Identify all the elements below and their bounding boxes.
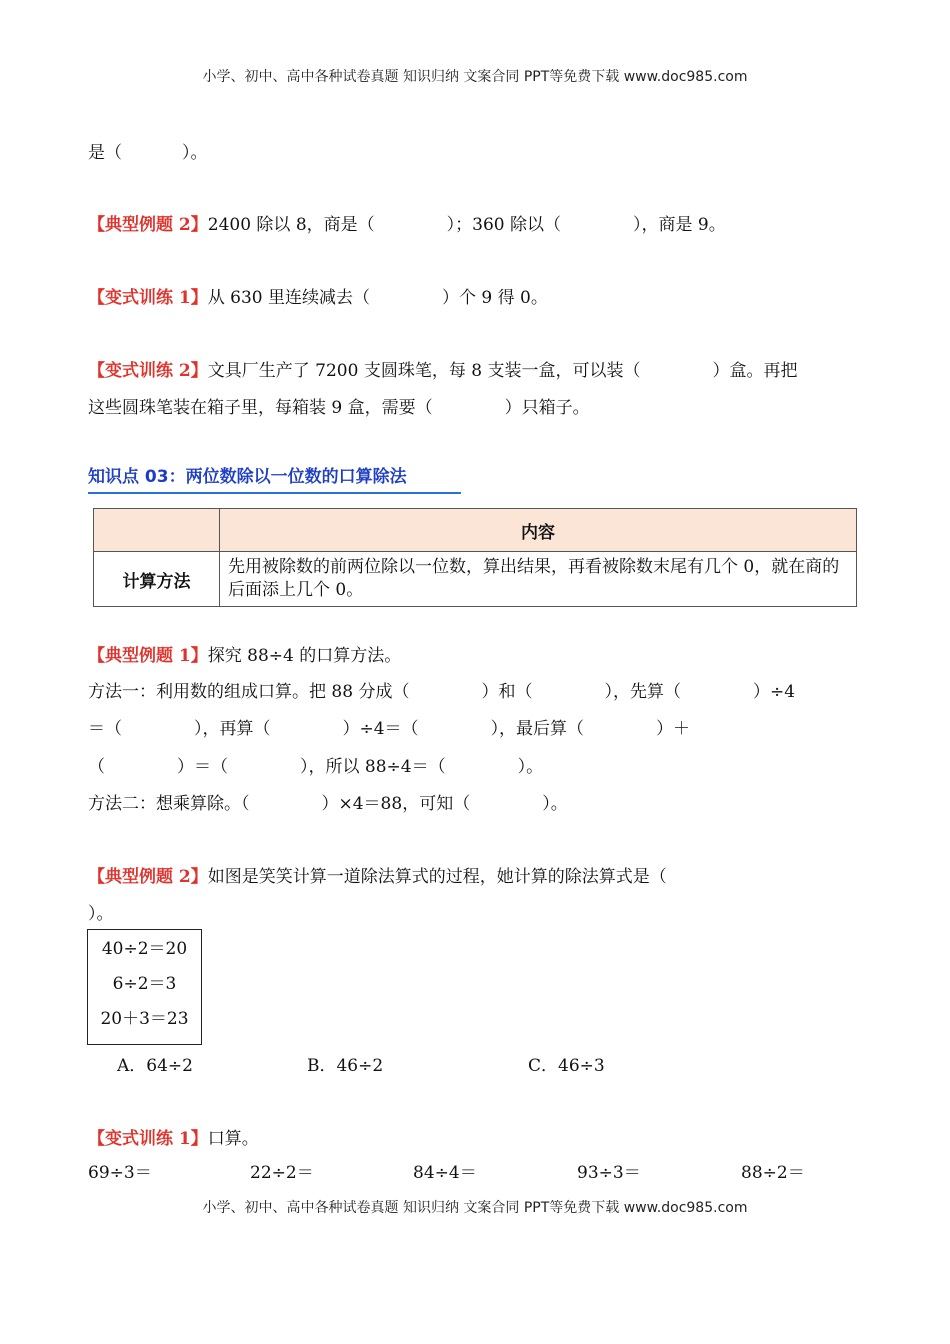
page-header: 小学、初中、高中各种试卷真题 知识归纳 文案合同 PPT等免费下载 www.doc985.com [202, 69, 748, 85]
calculation-box [87, 929, 202, 1045]
variant-2-question: 【变式训练 2】文具厂生产了 7200 支圆珠笔，每 8 支装一盒，可以装（ ）盒。再把 [88, 361, 798, 381]
example-tag: 【典型例题 2】 [88, 867, 208, 887]
exercise: 88÷2＝ [741, 1163, 805, 1183]
option-c: C．46÷3 [528, 1056, 605, 1076]
example-1-intro: 【典型例题 1】探究 88÷4 的口算方法。 [88, 646, 402, 666]
option-a: A．64÷2 [117, 1056, 193, 1076]
exercise: 22÷2＝ [250, 1163, 314, 1183]
table-header-content: 内容 [220, 509, 857, 552]
exercise: 84÷4＝ [413, 1163, 477, 1183]
calc-step: 6÷2＝3 [112, 974, 177, 994]
variant-tag: 【变式训练 2】 [88, 361, 208, 381]
section-underline [88, 492, 461, 494]
variant-2-question-cont: 这些圆珠笔装在箱子里，每箱装 9 盒，需要（ ）只箱子。 [88, 398, 590, 418]
section-title: 知识点 03：两位数除以一位数的口算除法 [88, 467, 407, 487]
variant-tag: 【变式训练 1】 [88, 1129, 208, 1149]
exercise: 93÷3＝ [577, 1163, 641, 1183]
option-b: B．46÷2 [307, 1056, 384, 1076]
knowledge-table [93, 508, 857, 607]
table-row [94, 552, 857, 607]
variant-1-question: 【变式训练 1】从 630 里连续减去（ ）个 9 得 0。 [88, 288, 548, 308]
example-2b-question: 【典型例题 2】如图是笑笑计算一道除法算式的过程，她计算的除法算式是（ [88, 867, 667, 887]
variant-tag: 【变式训练 1】 [88, 288, 208, 308]
method-1-line-2: ＝（ ），再算（ ）÷4＝（ ），最后算（ ）＋ [88, 719, 691, 739]
example-2b-end: ）。 [88, 904, 114, 924]
example-tag: 【典型例题 1】 [88, 646, 208, 666]
example-2-question: 【典型例题 2】2400 除以 8，商是（ ）；360 除以（ ），商是 9。 [88, 215, 726, 235]
example-tag: 【典型例题 2】 [88, 215, 208, 235]
page-footer: 小学、初中、高中各种试卷真题 知识归纳 文案合同 PPT等免费下载 www.doc985.com [202, 1200, 748, 1216]
method-1-line-1: 方法一：利用数的组成口算。把 88 分成（ ）和（ ），先算（ ）÷4 [88, 682, 796, 702]
variant-3-question: 【变式训练 1】口算。 [88, 1129, 259, 1149]
row-label: 计算方法 [94, 552, 220, 607]
exercise: 69÷3＝ [88, 1163, 152, 1183]
row-text: 先用被除数的前两位除以一位数，算出结果，再看被除数末尾有几个 0，就在商的后面添上几个 0。 [220, 552, 857, 607]
method-2-line: 方法二：想乘算除。（ ）×4＝88，可知（ ）。 [88, 794, 568, 814]
calc-step: 40÷2＝20 [101, 939, 188, 959]
method-1-line-3: （ ）＝（ ），所以 88÷4＝（ ）。 [88, 757, 544, 777]
table-header-empty [94, 509, 220, 552]
continued-question: 是（ ）。 [88, 143, 208, 163]
calc-step: 20＋3＝23 [100, 1009, 189, 1029]
